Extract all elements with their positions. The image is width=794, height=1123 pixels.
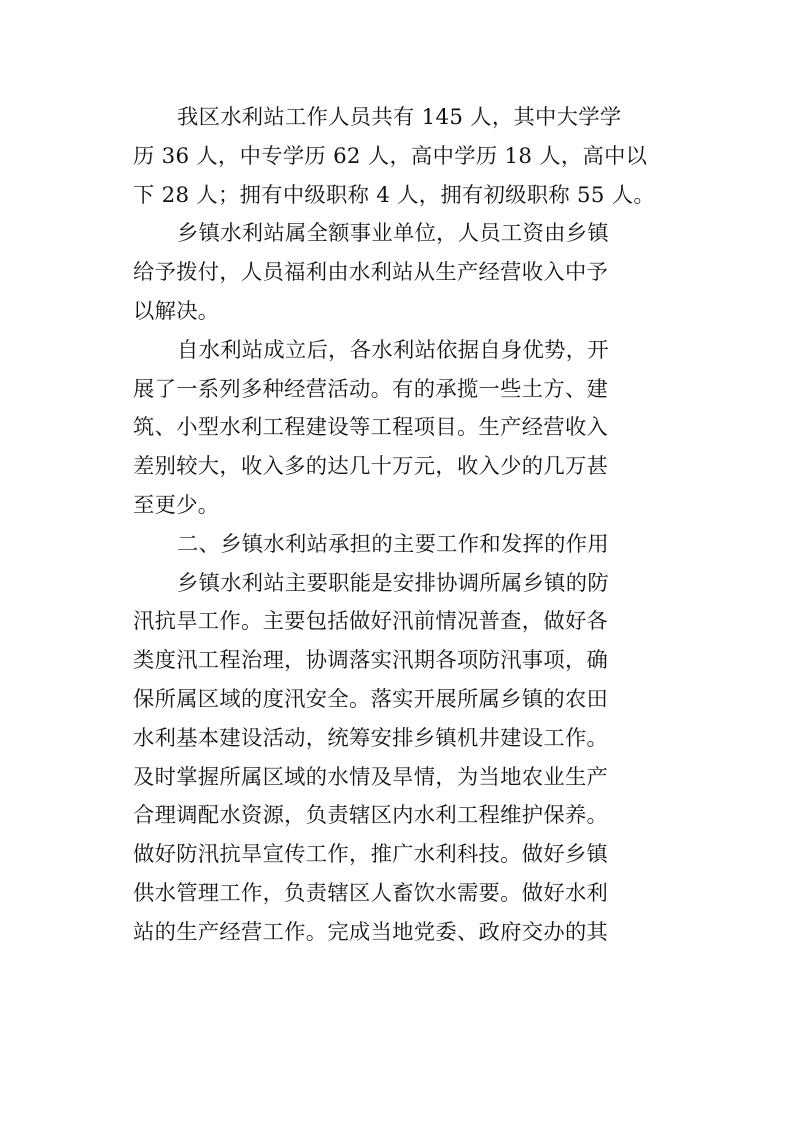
text-line: 合理调配水资源，负责辖区内水利工程维护保养。 <box>133 803 609 829</box>
text-line: 筑、小型水利工程建设等工程项目。生产经营收入 <box>133 415 609 441</box>
text-line: 展了一系列多种经营活动。有的承揽一些土方、建 <box>133 376 609 402</box>
document-body <box>133 99 663 953</box>
section-heading: 二、乡镇水利站承担的主要工作和发挥的作用 <box>177 531 609 557</box>
text-line: 乡镇水利站主要职能是安排协调所属乡镇的防 <box>177 570 609 596</box>
text-line: 站的生产经营工作。完成当地党委、政府交办的其 <box>133 919 609 945</box>
text-line: 水利基本建设活动，统筹安排乡镇机井建设工作。 <box>133 725 609 751</box>
text-line: 供水管理工作，负责辖区人畜饮水需要。做好水利 <box>133 880 609 906</box>
text-line: 下 28 人；拥有中级职称 4 人，拥有初级职称 55 人。 <box>133 182 656 208</box>
text-line: 给予拨付，人员福利由水利站从生产经营收入中予 <box>133 260 609 286</box>
text-line: 保所属区域的度汛安全。落实开展所属乡镇的农田 <box>133 686 609 712</box>
text-line: 乡镇水利站属全额事业单位，人员工资由乡镇 <box>177 221 609 247</box>
text-line: 类度汛工程治理，协调落实汛期各项防汛事项，确 <box>133 648 609 674</box>
text-line: 我区水利站工作人员共有 145 人，其中大学学 <box>177 105 622 130</box>
text-line: 及时掌握所属区域的水情及旱情，为当地农业生产 <box>133 764 609 790</box>
text-line: 差别较大，收入多的达几十万元，收入少的几万甚 <box>133 454 609 480</box>
text-line: 汛抗旱工作。主要包括做好汛前情况普查，做好各 <box>133 609 609 635</box>
text-line: 至更少。 <box>133 492 220 518</box>
text-line: 做好防汛抗旱宣传工作，推广水利科技。做好乡镇 <box>133 842 609 868</box>
text-line: 以解决。 <box>133 298 220 324</box>
text-line: 历 36 人，中专学历 62 人，高中学历 18 人，高中以 <box>133 143 648 169</box>
text-line: 自水利站成立后，各水利站依据自身优势，开 <box>177 337 609 363</box>
